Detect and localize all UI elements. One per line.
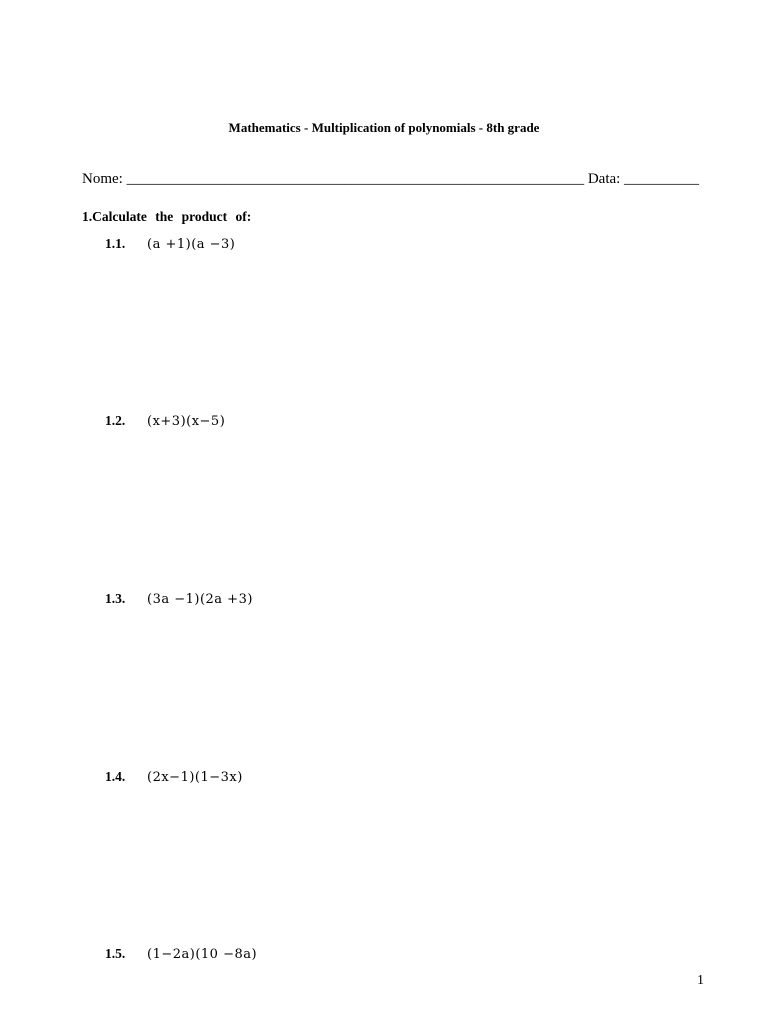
exercise-number: 1.2. bbox=[105, 413, 126, 428]
exercise-expression: (a +1)(a −3) bbox=[147, 237, 236, 252]
exercise-item bbox=[105, 412, 225, 430]
exercise-expression: (1−2a)(10 −8a) bbox=[147, 947, 258, 962]
exercise-item bbox=[105, 235, 235, 253]
exercise-expression: (3a −1)(2a +3) bbox=[147, 592, 253, 607]
exercise-item bbox=[105, 945, 257, 963]
exercise-expression: (2x−1)(1−3x) bbox=[147, 770, 243, 785]
exercise-number: 1.3. bbox=[105, 591, 126, 606]
exercise-item bbox=[105, 590, 253, 608]
exercise-item bbox=[105, 768, 243, 786]
exercise-expression: (x+3)(x−5) bbox=[147, 414, 226, 429]
exercise-number: 1.5. bbox=[105, 946, 126, 961]
page-number: 1 bbox=[697, 973, 704, 988]
exercise-number: 1.1. bbox=[105, 236, 126, 251]
worksheet-title: Mathematics - Multiplication of polynomials - 8th grade bbox=[228, 120, 540, 135]
name-date-line: Nome: _____________________________________________________________ Data: __________ bbox=[82, 171, 700, 187]
exercise-number: 1.4. bbox=[105, 769, 126, 784]
section-heading: 1.Calculate the product of: bbox=[82, 209, 252, 224]
